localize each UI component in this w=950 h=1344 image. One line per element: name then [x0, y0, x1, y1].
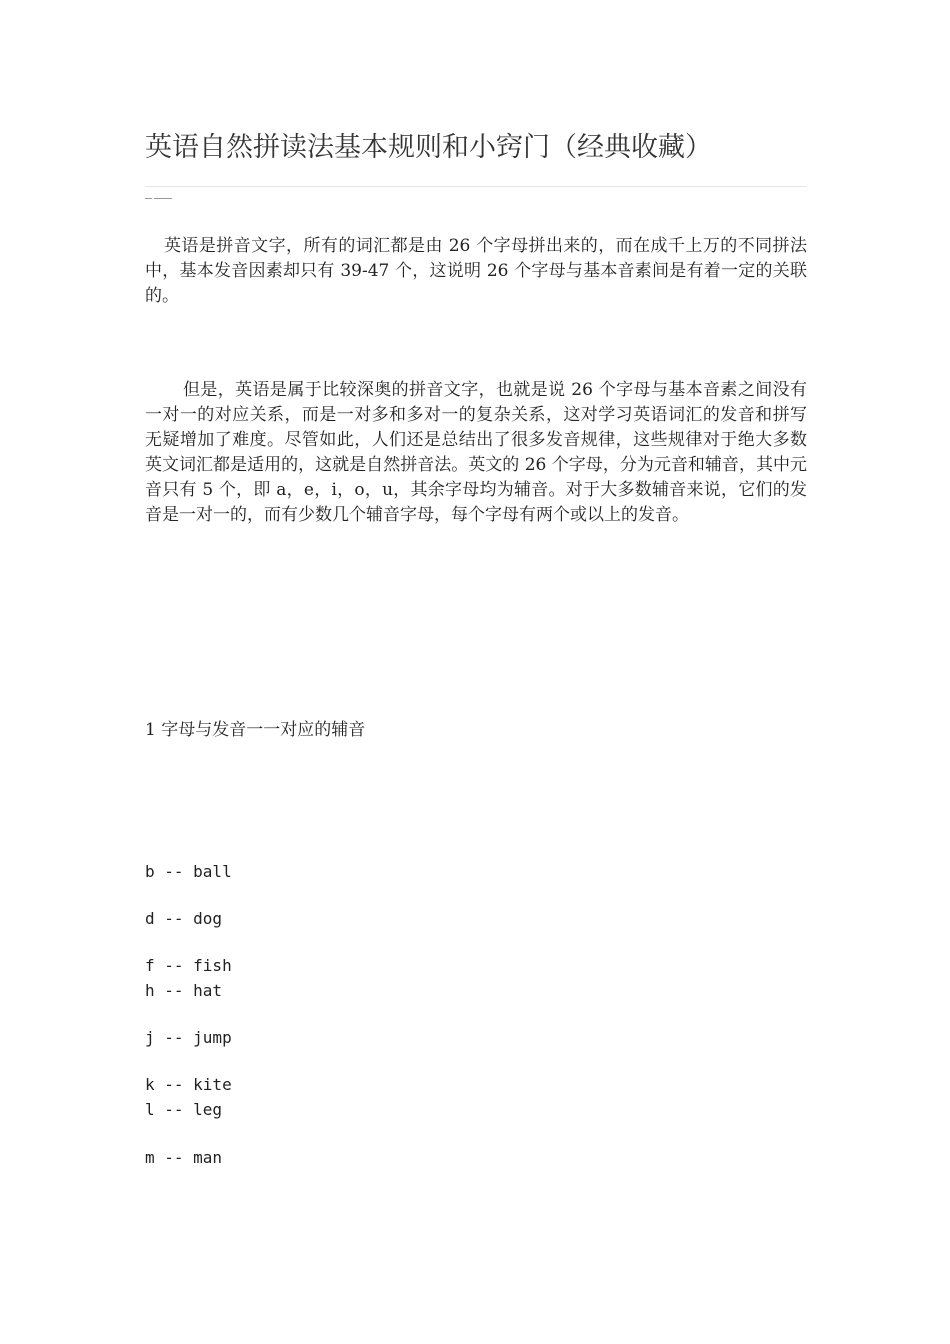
meta-mark	[145, 198, 173, 200]
consonant-row: h -- hat	[145, 981, 223, 1000]
consonant-row: b -- ball	[145, 862, 232, 881]
page-title: 英语自然拼读法基本规则和小窍门（经典收藏）	[145, 132, 712, 163]
section-heading: 1 字母与发音一一对应的辅音	[145, 720, 366, 740]
consonant-row: j -- jump	[145, 1028, 232, 1047]
intro-paragraph: 英语是拼音文字，所有的词汇都是由 26 个字母拼出来的，而在成千上万的不同拼法中，基本发音因素却只有 39-47 个，这说明 26 个字母与基本音素间是有着一定的关联的。	[145, 236, 807, 306]
title-divider	[145, 186, 807, 187]
consonant-row: d -- dog	[145, 909, 223, 928]
consonant-row: m -- man	[145, 1148, 223, 1167]
meta-mark-segment	[154, 198, 172, 199]
body-paragraph: 但是，英语是属于比较深奥的拼音文字，也就是说 26 个字母与基本音素之间没有一对一的对应关系，而是一对多和多对一的复杂关系，这对学习英语词汇的发音和拼写无疑增加了难度。尽管如此，人们还是总结出了很多发音规律，这些规律对于绝大多数英文词汇都是适用的，这就是自然拼音法。英文的 26 个字母，分为元音和辅音，其中元音只有 5 个，即 a，e，i，o，u，其余字母均为辅音。对于大多数辅音来说，它们的发音是一对一的，而有少数几个辅音字母，每个字母有两个或以上的发音。	[145, 380, 807, 525]
consonant-row: l -- leg	[145, 1100, 223, 1119]
consonant-row: f -- fish	[145, 956, 232, 975]
consonant-row: k -- kite	[145, 1075, 232, 1094]
meta-mark-segment	[145, 198, 152, 199]
